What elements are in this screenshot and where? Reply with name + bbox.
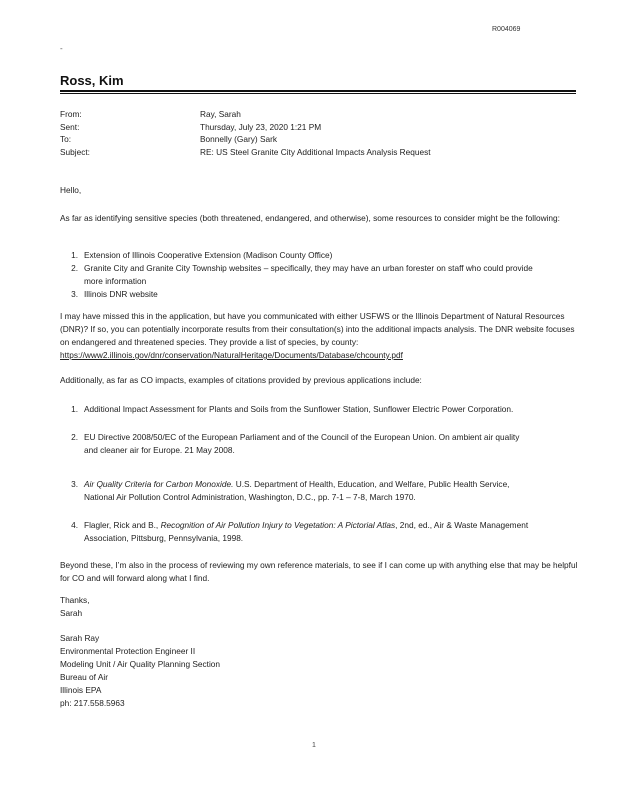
signature-title: Environmental Protection Engineer II bbox=[60, 646, 196, 656]
list-item bbox=[60, 262, 580, 288]
subject-label: Subject: bbox=[60, 146, 90, 157]
sent-value: Thursday, July 23, 2020 1:21 PM bbox=[200, 121, 322, 132]
thanks-line: Thanks, bbox=[60, 595, 90, 605]
signature-block bbox=[60, 632, 580, 710]
header-rule bbox=[60, 90, 576, 94]
citation-text: Additional Impact Assessment for Plants and Soils from the Sunflower Station, Sunflower Electric Power Corporation. bbox=[84, 404, 514, 414]
header-to bbox=[60, 133, 431, 146]
list-number: 1. bbox=[71, 250, 78, 260]
list-text: Extension of Illinois Cooperative Extension (Madison County Office) bbox=[84, 250, 333, 260]
list-text: Granite City and Granite City Township websites – specifically, they may have an urban forester on staff who could provide more information bbox=[84, 263, 533, 286]
header-subject bbox=[60, 146, 431, 159]
header-from bbox=[60, 108, 431, 121]
list-text: Illinois DNR website bbox=[84, 289, 158, 299]
citation-text: EU Directive 2008/50/EC of the European Parliament and of the Council of the European Union. On ambient air quality and cleaner air for Europe. 21 May 2008. bbox=[84, 432, 520, 455]
signature-bureau: Bureau of Air bbox=[60, 672, 108, 682]
citation-item bbox=[60, 519, 580, 545]
top-mark: - bbox=[60, 44, 63, 53]
list-number: 2. bbox=[71, 263, 78, 273]
sign-off bbox=[60, 594, 580, 620]
first-name-line: Sarah bbox=[60, 608, 83, 618]
citation-number: 1. bbox=[71, 404, 78, 414]
to-value: Bonnelly (Gary) Sark bbox=[200, 134, 278, 144]
co-impacts-paragraph: Additionally, as far as CO impacts, examples of citations provided by previous applications include: bbox=[60, 375, 422, 385]
signature-phone: ph: 217.558.5963 bbox=[60, 698, 125, 708]
sent-label: Sent: bbox=[60, 121, 80, 132]
email-headers bbox=[60, 108, 431, 158]
citation-item bbox=[60, 478, 580, 504]
citation-number: 2. bbox=[71, 432, 78, 442]
list-item bbox=[60, 288, 580, 301]
from-label: From: bbox=[60, 109, 82, 119]
signature-unit: Modeling Unit / Air Quality Planning Section bbox=[60, 659, 221, 669]
citation-item bbox=[60, 431, 580, 457]
from-value: Ray, Sarah bbox=[200, 109, 241, 119]
header-sent bbox=[60, 121, 431, 134]
resource-list bbox=[60, 249, 580, 301]
citation-text: Flagler, Rick and B., Recognition of Air Pollution Injury to Vegetation: A Pictorial Atlas, 2nd, ed., Air & Waste Management Association, Pittsburg, Pennsylvania, 1998. bbox=[84, 520, 529, 543]
dnr-paragraph bbox=[60, 310, 580, 362]
citation-text: Air Quality Criteria for Carbon Monoxide. U.S. Department of Health, Education, and Welfare, Public Health Service, National Air Pollution Control Administration, Washington, D.C., pp. 7-1 – 7-8, March 1970. bbox=[84, 479, 510, 502]
list-number: 3. bbox=[71, 289, 78, 299]
to-label: To: bbox=[60, 134, 72, 144]
sender-name: Ross, Kim bbox=[60, 73, 124, 88]
dnr-paragraph-text: I may have missed this in the application, but have you communicated with either USFWS or the Illinois Department of Natural Resources (DNR)? If so, you can potentially incorporate results from their consultation(s) into the additional impacts analysis. The DNR website focuses on endangered and threatened species. They provide a list of species, by county: bbox=[60, 311, 575, 347]
citation-number: 4. bbox=[71, 520, 78, 530]
subject-value: RE: US Steel Granite City Additional Impacts Analysis Request bbox=[200, 146, 431, 157]
signature-agency: Illinois EPA bbox=[60, 685, 102, 695]
signature-name: Sarah Ray bbox=[60, 633, 100, 643]
bates-number: R004069 bbox=[492, 26, 521, 33]
page-number: 1 bbox=[312, 742, 316, 749]
intro-paragraph: As far as identifying sensitive species (both threatened, endangered, and otherwise), some resources to consider might be the following: bbox=[60, 213, 560, 223]
greeting: Hello, bbox=[60, 185, 82, 195]
list-item bbox=[60, 249, 580, 262]
dnr-species-link[interactable]: https://www2.illinois.gov/dnr/conservation/NaturalHeritage/Documents/Database/chcounty.pdf bbox=[60, 350, 403, 360]
closing-paragraph: Beyond these, I’m also in the process of reviewing my own reference materials, to see if I can come up with anything else that may be helpful for CO and will forward along what I find. bbox=[60, 560, 578, 583]
citation-item bbox=[60, 403, 580, 416]
citation-number: 3. bbox=[71, 479, 78, 489]
